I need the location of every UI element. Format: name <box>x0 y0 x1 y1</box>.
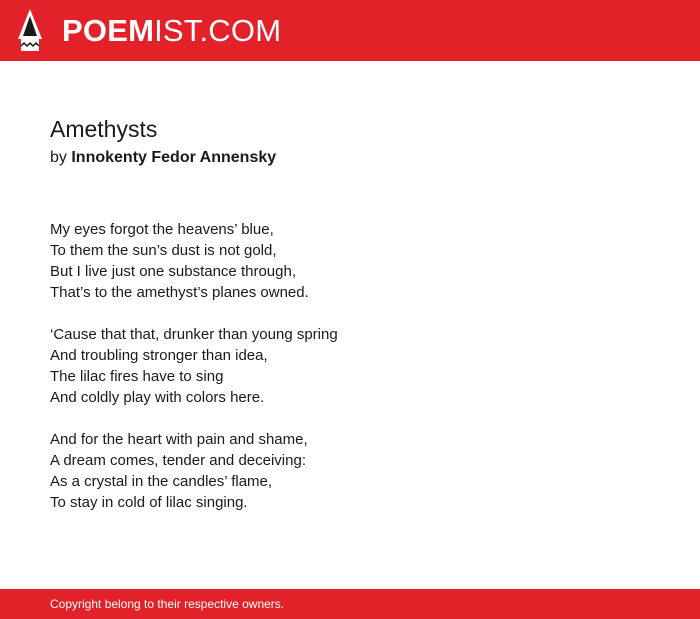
pencil-icon <box>18 9 42 51</box>
poem-line: ‘Cause that that, drunker than young spring <box>50 326 338 343</box>
poem-line: To them the sun’s dust is not gold, <box>50 242 277 259</box>
copyright-text: Copyright belong to their respective owners. <box>50 597 285 611</box>
stanza <box>50 429 338 513</box>
poem-line: My eyes forgot the heavens’ blue, <box>50 221 274 238</box>
site-header <box>0 0 700 61</box>
poem-line: And troubling stronger than idea, <box>50 347 268 364</box>
brand-bold-text: POEM <box>62 13 155 48</box>
poem-line: But I live just one substance through, <box>50 263 296 280</box>
poem-line: A dream comes, tender and deceiving: <box>50 452 306 469</box>
poem-line: The lilac fires have to sing <box>50 368 224 385</box>
brand-light-text: IST.COM <box>154 13 282 48</box>
poem-line: And for the heart with pain and shame, <box>50 431 308 448</box>
by-label: by <box>50 149 67 166</box>
poem-title: Amethysts <box>50 116 158 142</box>
poem-line: And coldly play with colors here. <box>50 389 265 406</box>
poem-body <box>50 219 338 534</box>
stanza <box>50 219 338 303</box>
poem-line: To stay in cold of lilac singing. <box>50 494 248 511</box>
author-name: Innokenty Fedor Annensky <box>71 149 277 166</box>
poem-byline <box>50 149 276 167</box>
site-logo-link[interactable] <box>62 12 281 50</box>
poem-line: That’s to the amethyst’s planes owned. <box>50 284 309 301</box>
poem-line: As a crystal in the candles’ flame, <box>50 473 273 490</box>
stanza <box>50 324 338 408</box>
site-footer <box>0 589 700 619</box>
